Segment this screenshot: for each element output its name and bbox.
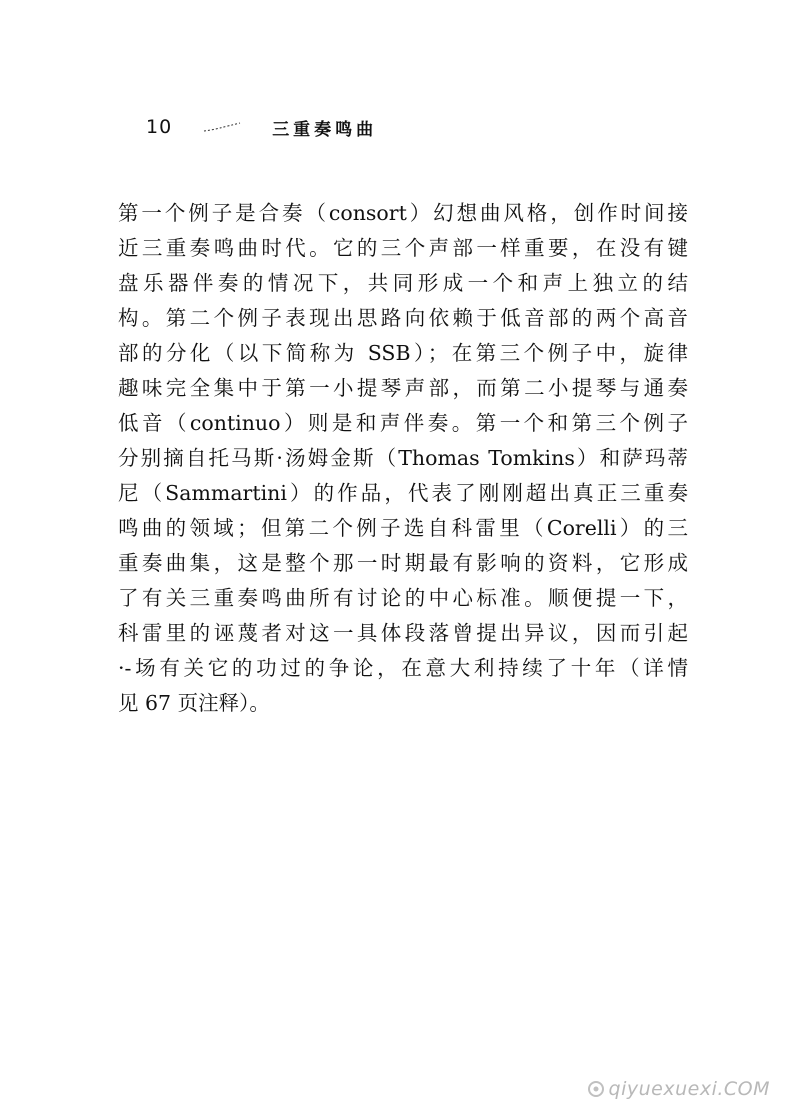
text-line: 第一个例子是合奏（consort）幻想曲风格，创作时间接 — [118, 201, 688, 225]
text-line: 构。第二个例子表现出思路向依赖于低音部的两个高音 — [118, 306, 688, 330]
text-line: 近三重奏鸣曲时代。它的三个声部一样重要，在没有键 — [118, 236, 688, 260]
ornament-icon — [202, 121, 242, 133]
running-title: 三重奏鸣曲 — [272, 119, 378, 140]
text-line: ·-场有关它的功过的争论，在意大利持续了十年（详情 — [118, 656, 688, 680]
text-line: 分别摘自托马斯·汤姆金斯（Thomas Tomkins）和萨玛蒂 — [118, 446, 688, 470]
text-line: 鸣曲的领域；但第二个例子选自科雷里（Corelli）的三 — [118, 516, 688, 540]
text-line: 尼（Sammartini）的作品，代表了刚刚超出真正三重奏 — [118, 481, 688, 505]
text-line: 盘乐器伴奏的情况下，共同形成一个和声上独立的结 — [118, 271, 688, 295]
watermark-logo-icon — [587, 1080, 605, 1098]
text-line: 了有关三重奏鸣曲所有讨论的中心标准。顺便提一下， — [118, 586, 688, 610]
text-line: 重奏曲集，这是整个那一时期最有影响的资料，它形成 — [118, 551, 688, 575]
page-number: 10 — [146, 116, 173, 138]
watermark — [587, 1078, 770, 1100]
text-line: 见 67 页注释）。 — [118, 691, 270, 715]
text-line: 科雷里的诬蔑者对这一具体段落曾提出异议，因而引起 — [118, 621, 688, 645]
text-line: 部的分化（以下简称为 SSB）；在第三个例子中，旋律 — [118, 341, 688, 365]
text-line: 低音（continuo）则是和声伴奏。第一个和第三个例子 — [118, 411, 688, 435]
watermark-text: qiyuexuexi.COM — [608, 1078, 770, 1100]
page-header — [146, 112, 377, 142]
text-line: 趣味完全集中于第一小提琴声部，而第二小提琴与通奏 — [118, 376, 688, 400]
body-paragraph — [118, 196, 688, 721]
